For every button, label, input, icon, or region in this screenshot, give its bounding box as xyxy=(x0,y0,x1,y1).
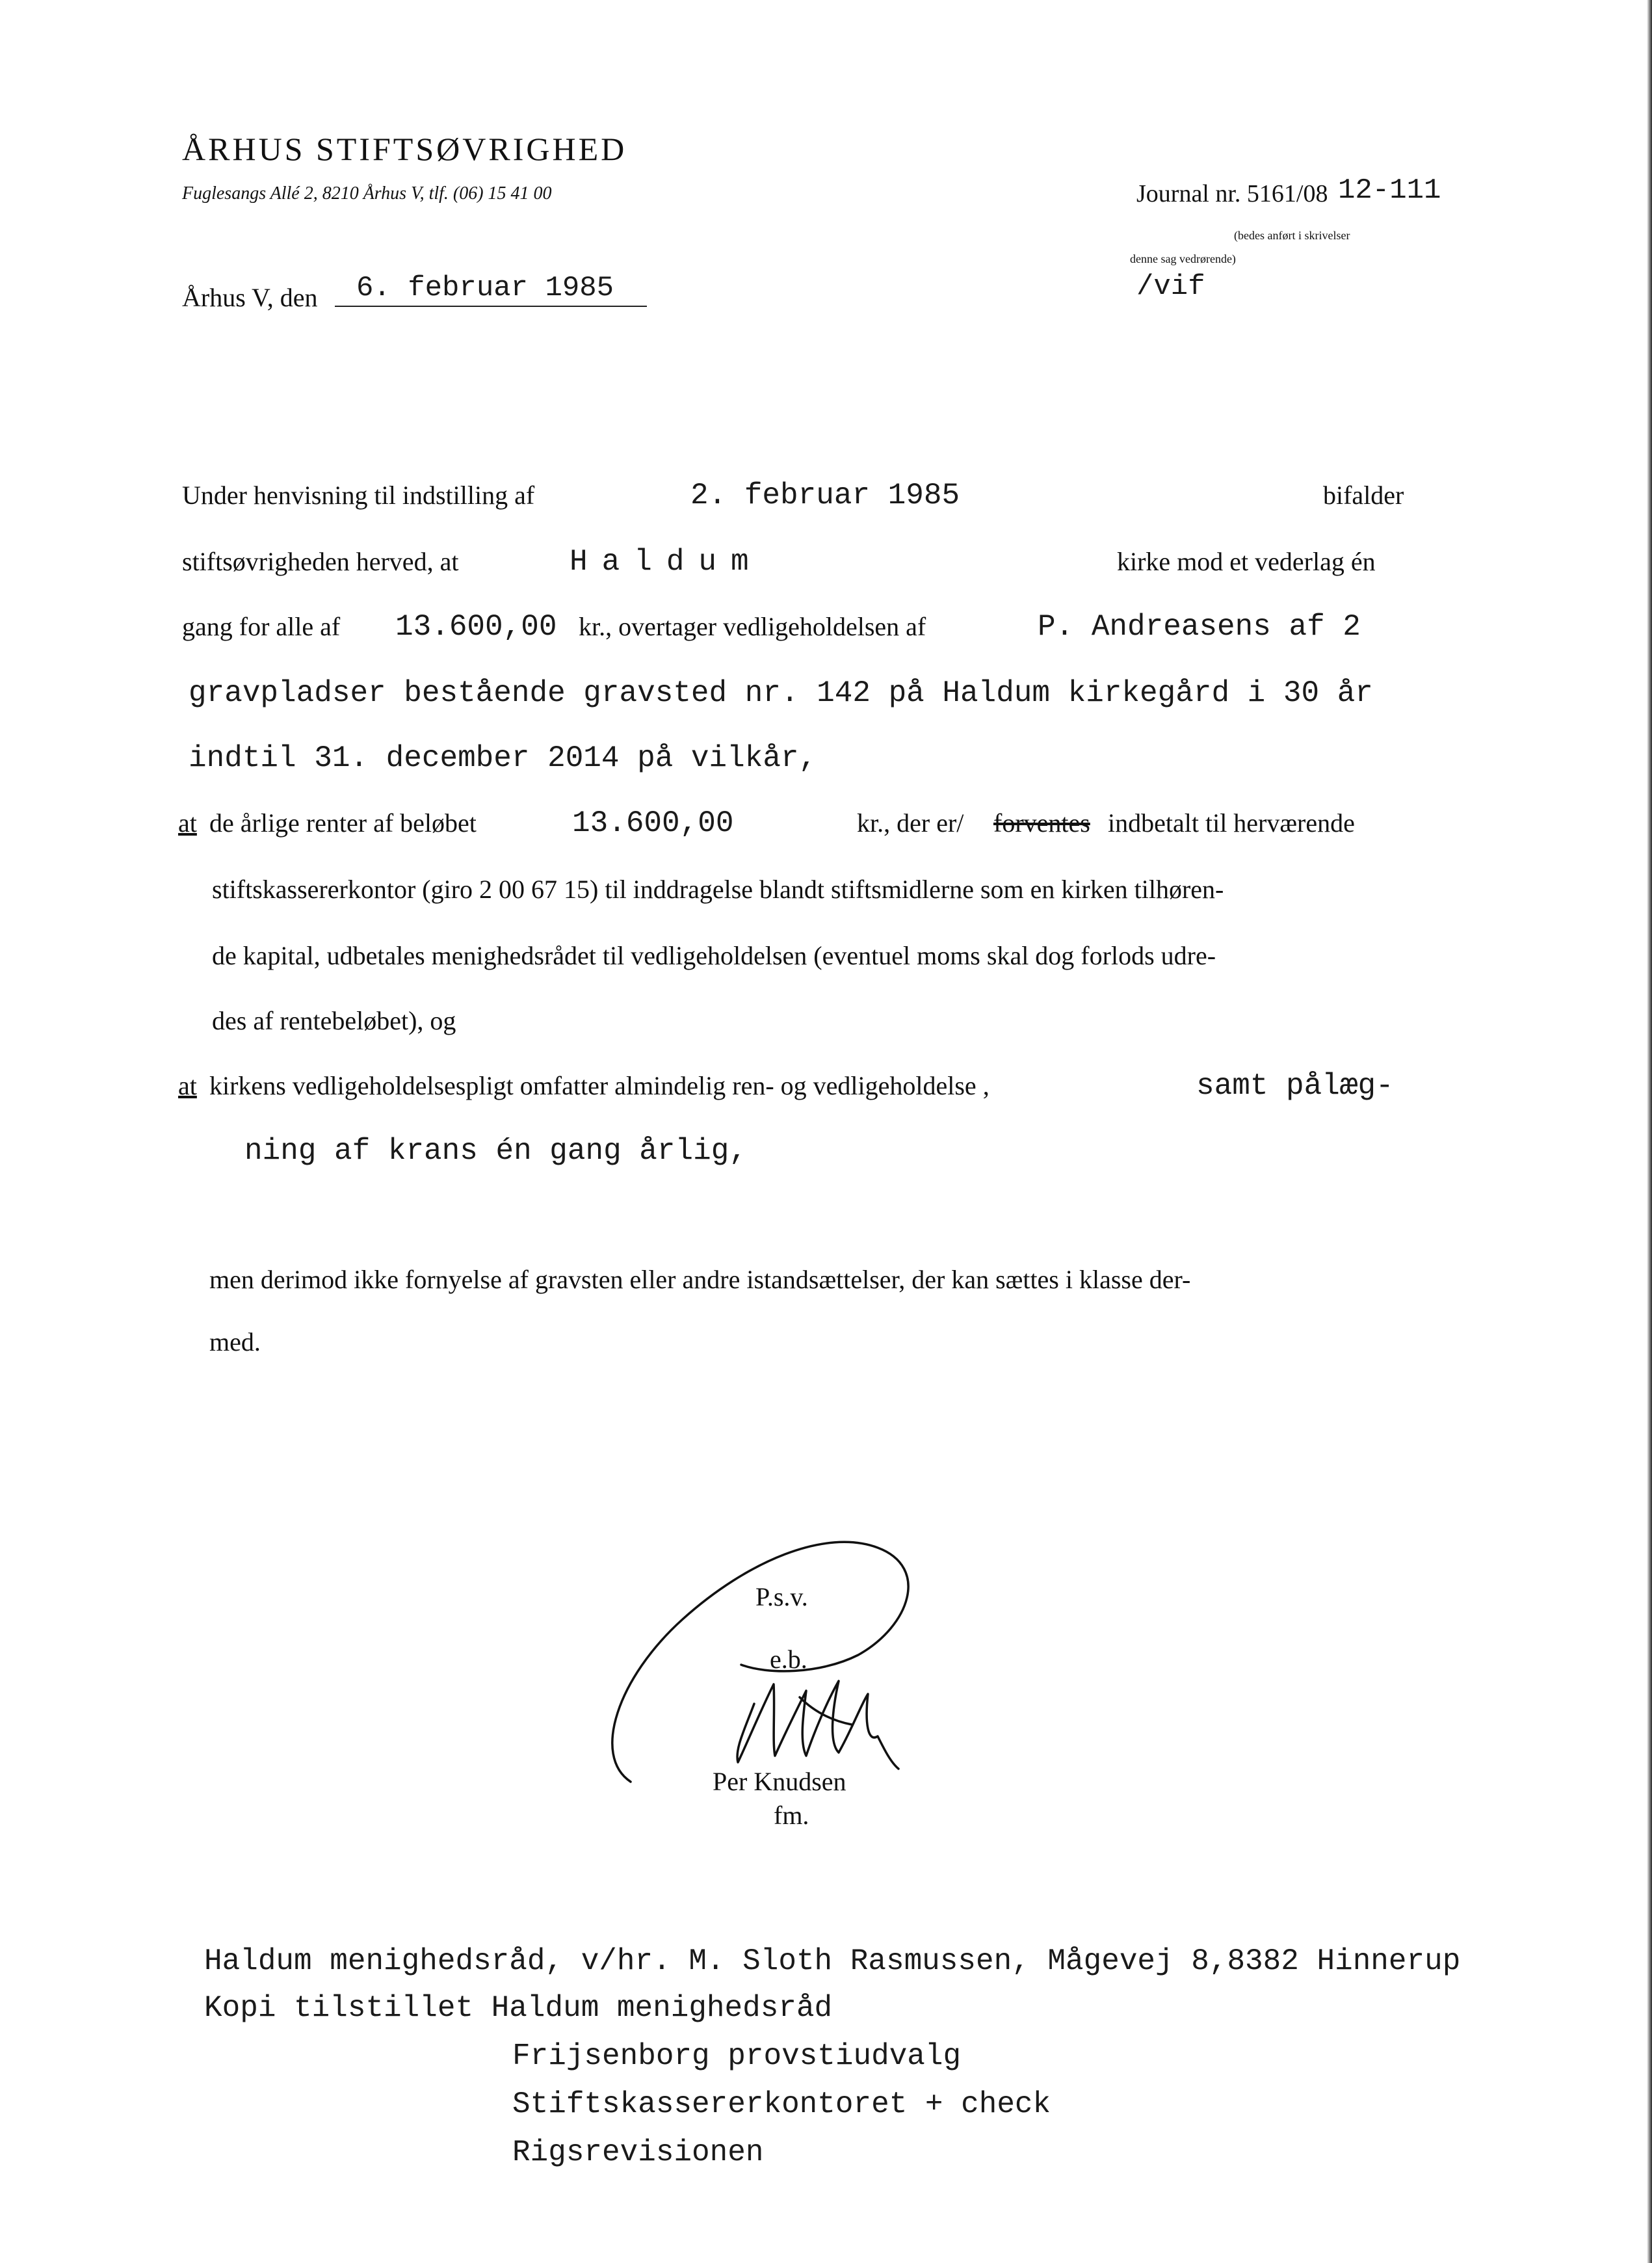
clause1-text-c: indbetalt til herværende xyxy=(1108,808,1355,838)
clause2-text-a: kirkens vedligeholdelsespligt omfatter almindelig ren- og vedligeholdelse , xyxy=(209,1071,990,1100)
clause1-line4: des af rentebeløbet), og xyxy=(212,1006,456,1035)
body-line1-text: Under henvisning til indstilling af xyxy=(182,481,535,510)
journal-label: Journal nr. 5161/08 xyxy=(1136,180,1328,207)
closing-line2: med. xyxy=(209,1327,261,1356)
clause1-text-b: kr., der er/ xyxy=(857,808,964,838)
clause2-typed-line2: ning af krans én gang årlig, xyxy=(244,1134,747,1168)
body-line3-mid: kr., overtager vedligeholdelsen af xyxy=(579,612,926,641)
signature-name: Per Knudsen xyxy=(713,1767,846,1796)
clause1-amount: 13.600,00 xyxy=(572,806,734,840)
page-edge-shadow xyxy=(1647,0,1652,2263)
clause1-line3: de kapital, udbetales menighedsrådet til vedligeholdelsen (eventuel moms skal dog forlods udre- xyxy=(212,941,1216,970)
clause2-typed: samt pålæg- xyxy=(1196,1069,1394,1103)
recipient-line2: Kopi tilstillet Haldum menighedsråd xyxy=(204,1991,833,2025)
journal-note-2: denne sag vedrørende) xyxy=(1130,252,1236,265)
recipient-line5: Rigsrevisionen xyxy=(512,2136,764,2169)
body-line2-church: Haldum xyxy=(570,545,763,579)
date-underline xyxy=(335,306,647,307)
recipient-line3: Frijsenborg provstiudvalg xyxy=(512,2039,962,2073)
clause2-at-label: at xyxy=(178,1071,197,1100)
journal-number: 12-111 xyxy=(1338,174,1441,207)
body-line1-date: 2. februar 1985 xyxy=(690,479,960,512)
clause1-line2: stiftskassererkontor (giro 2 00 67 15) til inddragelse blandt stiftsmidlerne som en kirken tilhøren- xyxy=(212,875,1224,904)
signature-title: fm. xyxy=(774,1801,809,1830)
city-label: Århus V, den xyxy=(182,283,318,312)
signature-eb: e.b. xyxy=(770,1645,807,1674)
org-name: ÅRHUS STIFTSØVRIGHED xyxy=(182,131,627,167)
journal-note-1: (bedes anført i skrivelser xyxy=(1234,229,1350,242)
letter-date: 6. februar 1985 xyxy=(356,272,614,304)
body-line4-typed: gravpladser bestående gravsted nr. 142 på Haldum kirkegård i 30 år xyxy=(189,676,1373,710)
org-address: Fuglesangs Allé 2, 8210 Århus V, tlf. (06) 15 41 00 xyxy=(182,183,552,204)
clause1-struck-word: forventes xyxy=(993,808,1090,838)
journal-initials: /vif xyxy=(1136,271,1205,303)
body-line2-text: stiftsøvrigheden herved, at xyxy=(182,547,459,576)
clause1-at-label: at xyxy=(178,808,197,838)
body-line2-end: kirke mod et vederlag én xyxy=(1117,547,1376,576)
clause1-text-a: de årlige renter af beløbet xyxy=(209,808,477,838)
body-line5-typed: indtil 31. december 2014 på vilkår, xyxy=(189,741,817,775)
closing-line1: men derimod ikke fornyelse af gravsten eller andre istandsættelser, der kan sættes i klasse der- xyxy=(209,1265,1191,1294)
body-line1-end: bifalder xyxy=(1323,481,1404,510)
recipient-line1: Haldum menighedsråd, v/hr. M. Sloth Rasmussen, Mågevej 8,8382 Hinnerup xyxy=(204,1944,1461,1978)
recipient-line4: Stiftskassererkontoret + check xyxy=(512,2087,1051,2121)
body-line3-typed: P. Andreasens af 2 xyxy=(1038,610,1361,644)
body-line3-amount: 13.600,00 xyxy=(395,610,557,644)
handwritten-signature xyxy=(605,1535,943,1795)
body-line3-text: gang for alle af xyxy=(182,612,341,641)
signature-psv: P.s.v. xyxy=(755,1582,808,1611)
